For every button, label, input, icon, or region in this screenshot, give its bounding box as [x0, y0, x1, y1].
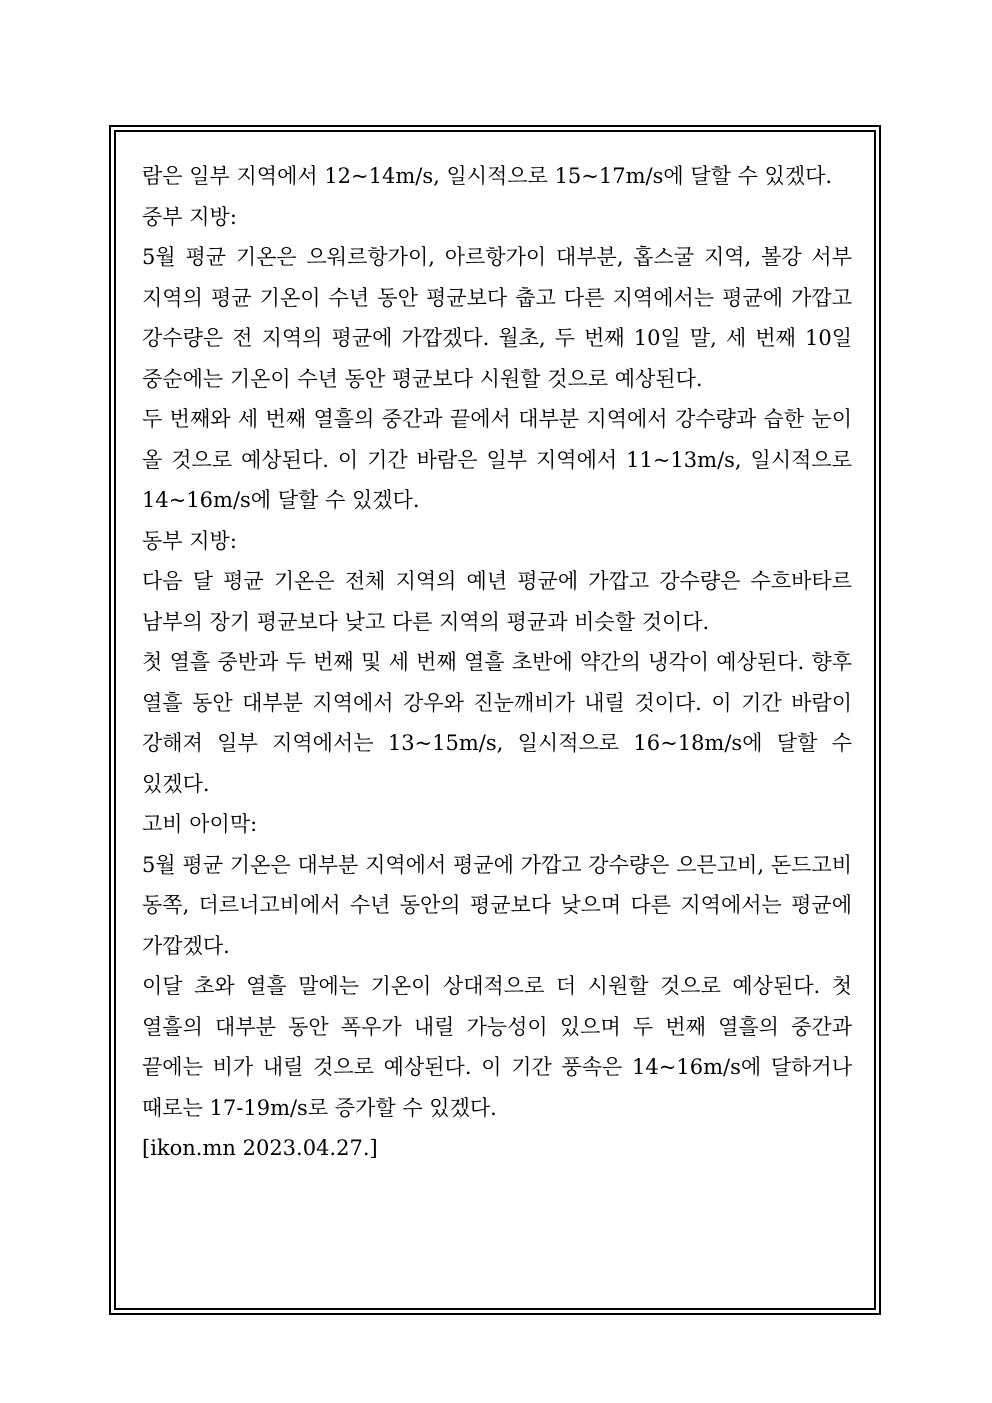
paragraph-gobi-may-forecast: 5월 평균 기온은 대부분 지역에서 평균에 가깝고 강수량은 으믄고비, 돈드고비 동쪽, 더르너고비에서 수년 동안의 평균보다 낮으며 다른 지역에서는 평균에 가깝겠다. [142, 852, 852, 958]
section-heading-eastern-region: 동부 지방: [142, 528, 237, 553]
paragraph-central-may-forecast: 5월 평균 기온은 으워르항가이, 아르항가이 대부분, 홉스굴 지역, 볼강 서부 지역의 평균 기온이 수년 동안 평균보다 춥고 다른 지역에서는 평균에 가깝고 강수량은 전 지역의 평균에 가깝겠다. 월초, 두 번째 10일 말, 세 번째 10일 중순에는 기온이 수년 동안 평균보다 시원할 것으로 예상된다. [142, 245, 852, 391]
paragraph-gobi-rain-wind: 이달 초와 열흘 말에는 기온이 상대적으로 더 시원할 것으로 예상된다. 첫 열흘의 대부분 동안 폭우가 내릴 가능성이 있으며 두 번째 열흘의 중간과 끝에는 비가 내릴 것으로 예상된다. 이 기간 풍속은 14~16m/s에 달하거나 때로는 17-19m/s로 증가할 수 있겠다. [142, 974, 852, 1120]
paragraph-eastern-cooling: 첫 열흘 중반과 두 번째 및 세 번째 열흘 초반에 약간의 냉각이 예상된다. 향후 열흘 동안 대부분 지역에서 강우와 진눈깨비가 내릴 것이다. 이 기간 바람이 강해져 일부 지역에서는 13~15m/s, 일시적으로 16~18m/s에 달할 수 있겠다. [142, 650, 852, 796]
paragraph-wind-continuation: 람은 일부 지역에서 12~14m/s, 일시적으로 15~17m/s에 달할 수 있겠다. [142, 164, 833, 188]
paragraph-eastern-month-forecast: 다음 달 평균 기온은 전체 지역의 예년 평균에 가깝고 강수량은 수흐바타르 남부의 장기 평균보다 낮고 다른 지역의 평균과 비슷할 것이다. [142, 569, 852, 634]
paragraph-central-precipitation: 두 번째와 세 번째 열흘의 중간과 끝에서 대부분 지역에서 강수량과 습한 눈이 올 것으로 예상된다. 이 기간 바람은 일부 지역에서 11~13m/s, 일시적으로 14~16m/s에 달할 수 있겠다. [142, 407, 852, 512]
section-heading-gobi-aimag: 고비 아이막: [142, 812, 258, 836]
document-body [142, 156, 852, 1169]
section-heading-central-region: 중부 지방: [142, 204, 237, 229]
source-citation: [ikon.mn 2023.04.27.] [142, 1136, 378, 1160]
